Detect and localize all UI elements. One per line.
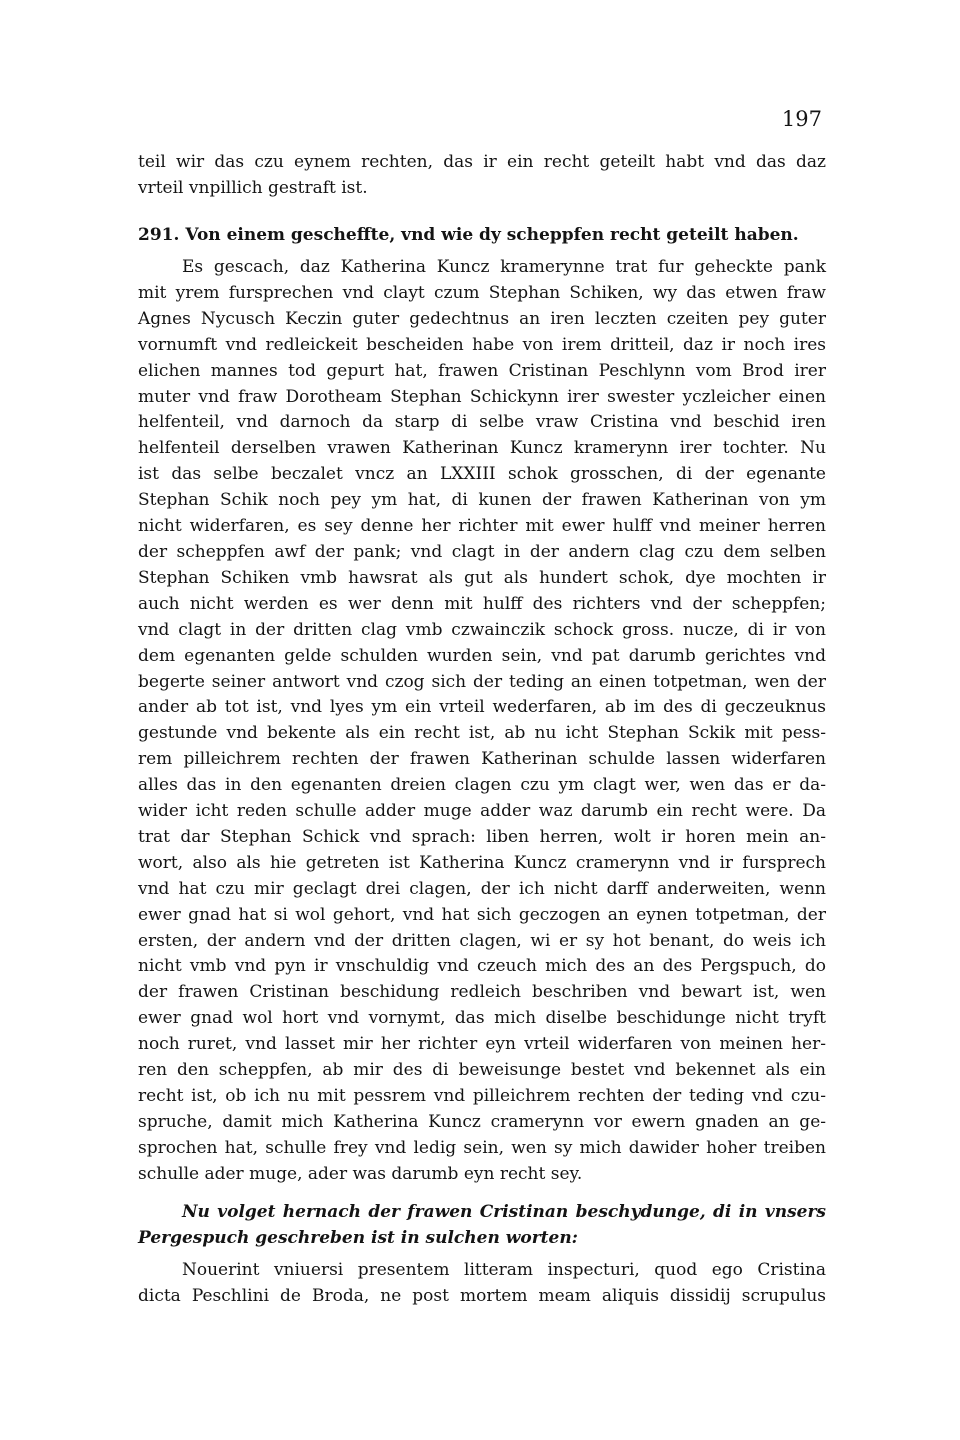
text-line: Nouerint vniuersi presentem litteram inspecturi, quod ego Cristina (182, 1260, 826, 1280)
text-line: Es gescach, daz Katherina Kuncz kramerynne trat fur geheckte pank (182, 257, 826, 277)
text-line: helfenteil derselben vrawen Katherinan Kuncz kramerynn irer tochter. Nu (138, 438, 826, 459)
text-line: vrteil vnpillich gestraft ist. (138, 177, 368, 198)
text-line: dicta Peschlini de Broda, ne post mortem meam aliquis dissidij scrupulus (138, 1285, 826, 1306)
italic-intro (138, 1200, 826, 1251)
text-line: trat dar Stephan Schick vnd sprach: liben herren, wolt ir horen mein an- (138, 826, 826, 847)
text-line: ren den scheppfen, ab mir des di beweisunge bestet vnd bekennet als ein (138, 1060, 826, 1081)
text-line: wort, also als hie getreten ist Katherina Kuncz cramerynn vnd ir fursprech (138, 852, 826, 873)
text-line: recht ist, ob ich nu mit pessrem vnd pilleichrem rechten der teding vnd czu- (138, 1086, 826, 1106)
text-line: noch ruret, vnd lasset mir her richter eyn vrteil widerfaren von meinen her- (138, 1034, 826, 1055)
text-line: nicht vmb vnd pyn ir vnschuldig vnd czeuch mich des an des Pergspuch, do (138, 956, 826, 977)
text-line: der scheppfen awf der pank; vnd clagt in der andern clag czu dem selben (138, 541, 826, 562)
text-line: wider icht reden schulle adder muge adder waz darumb ein recht were. Da (138, 801, 826, 822)
text-line: Stephan Schiken vmb hawsrat als gut als hundert schok, dye mochten ir (138, 567, 826, 588)
text-line: der frawen Cristinan beschidung redleich beschriben vnd bewart ist, wen (138, 982, 826, 1003)
text-line: teil wir das czu eynem rechten, das ir ein recht geteilt habt vnd das daz (138, 152, 826, 172)
text-line: rem pilleichrem rechten der frawen Katherinan schulde lassen widerfaren (138, 749, 826, 770)
text-line: elichen mannes tod gepurt hat, frawen Cristinan Peschlynn vom Brod irer (138, 360, 826, 381)
text-line: gestunde vnd bekente als ein recht ist, ab nu icht Stephan Sckik mit pess- (138, 723, 826, 744)
text-line: ersten, der andern vnd der dritten clagen, wi er sy hot benant, do weis ich (138, 930, 826, 951)
text-line: helfenteil, vnd darnoch da starp di selbe vraw Cristina vnd beschid iren (138, 412, 826, 433)
text-line: mit yrem fursprechen vnd clayt czum Stephan Schiken, wy das etwen fraw (138, 282, 826, 303)
text-line: ewer gnad hat si wol gehort, vnd hat sich geczogen an eynen totpetman, der (138, 904, 826, 925)
section-heading: 291. Von einem gescheffte, vnd wie dy scheppfen recht geteilt haben. (138, 225, 799, 245)
text-line: sprochen hat, schulle frey vnd ledig sein, wen sy mich dawider hoher treiben (138, 1137, 826, 1158)
opening-paragraph (138, 150, 826, 202)
text-line: ist das selbe beczalet vncz an LXXIII schok grosschen, di der egenante (138, 464, 826, 485)
text-line: Agnes Nycusch Keczin guter gedechtnus an iren leczten czeiten pey guter (138, 308, 826, 329)
text-line: ewer gnad wol hort vnd vornymt, das mich diselbe beschidunge nicht tryft (138, 1008, 826, 1029)
text-line: dem egenanten gelde schulden wurden sein, vnd pat darumb gerichtes vnd (138, 645, 826, 666)
text-line: nicht widerfaren, es sey denne her richter mit ewer hulff vnd meiner herren (138, 516, 826, 537)
text-line: vnd clagt in der dritten clag vmb czwainczik schock gross. nucze, di ir von (138, 619, 826, 640)
text-line: alles das in den egenanten dreien clagen czu ym clagt wer, wen das er da- (138, 775, 826, 796)
latin-paragraph (138, 1258, 826, 1310)
section-body (138, 255, 826, 1188)
text-line: vnd hat czu mir geclagt drei clagen, der ich nicht darff anderweiten, wenn (138, 878, 826, 899)
text-line: vornumft vnd redleickeit bescheiden habe von irem dritteil, daz ir noch ires (138, 334, 826, 355)
text-line: auch nicht werden es wer denn mit hulff des richters vnd der scheppfen; (138, 593, 826, 614)
text-line: begerte seiner antwort vnd czog sich der teding an einen totpetman, wen der (138, 671, 826, 692)
page-number: 197 (781, 107, 822, 131)
text-line: schulle ader muge, ader was darumb eyn recht sey. (138, 1163, 583, 1184)
text-line: spruche, damit mich Katherina Kuncz cramerynn vor ewern gnaden an ge- (138, 1111, 826, 1132)
text-line: Nu volget hernach der frawen Cristinan beschydunge, di in vnsers (182, 1202, 826, 1222)
text-line: Pergespuch geschreben ist in sulchen worten: (138, 1227, 578, 1248)
text-line: muter vnd fraw Dorotheam Stephan Schickynn irer swester yczleicher einen (138, 386, 826, 407)
text-line: ander ab tot ist, vnd lyes ym ein vrteil wederfaren, ab im des di geczeuknus (138, 697, 826, 718)
text-line: Stephan Schik noch pey ym hat, di kunen der frawen Katherinan von ym (138, 490, 826, 511)
